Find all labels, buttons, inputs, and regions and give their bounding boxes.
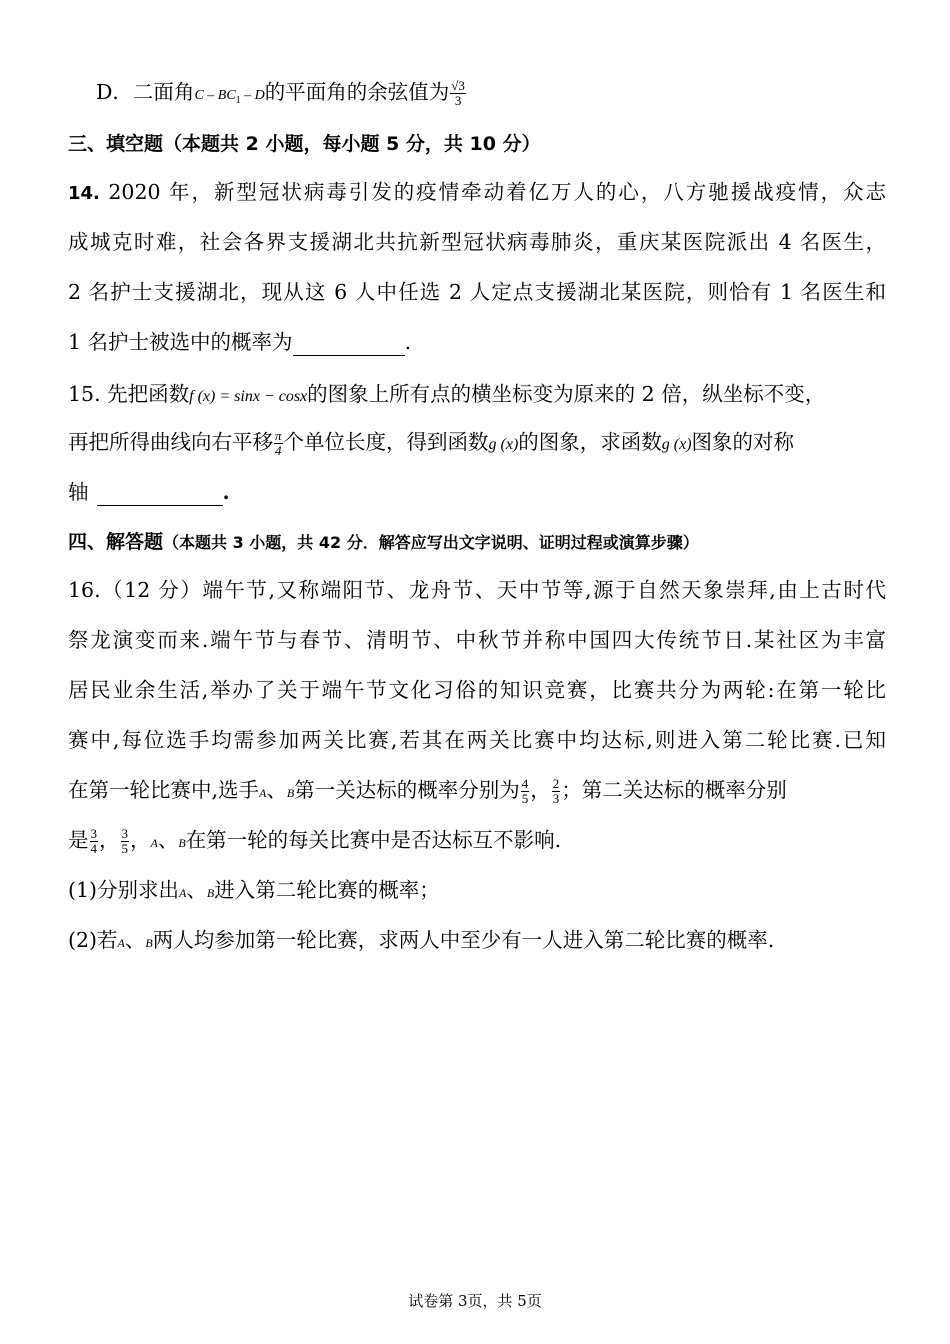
- q14-line-3: 2 名护士支援湖北，现从这 6 人中任选 2 人定点支援湖北某医院，则恰有 1 名医生和: [68, 280, 886, 304]
- fraction-sqrt3-over-3: $\frac{√3}{3}$: [451, 78, 465, 108]
- function-f-expression: f (x) = sinx − cosx: [189, 388, 308, 405]
- section-4-note: （本题共 3 小题，共 42 分．解答应写出文字说明、证明过程或演算步骤）: [163, 533, 699, 552]
- option-d-middle: 的平面角的余弦值为: [264, 80, 450, 104]
- function-g-expression-2: g (x): [661, 436, 692, 453]
- dihedral-angle-expression: C – $BC_1$ – D: [194, 88, 265, 106]
- q16-line-1: 16.（12 分）端午节,又称端阳节、龙舟节、天中节等,源于自然天象崇拜,由上古时代: [68, 578, 886, 602]
- q16-line-3: 居民业余生活,举办了关于端午节文化习俗的知识竞赛，比赛共分为两轮:在第一轮比: [68, 678, 886, 702]
- q15-line-2: 再把所得曲线向右平移 $\frac{\pi}{4}$ 个单位长度，得到函数g (x)的图象，求函数g (x)图象的对称: [68, 428, 795, 458]
- q15-line-3: 轴 .: [68, 480, 230, 504]
- q14-line-4: 1 名护士被选中的概率为 .: [68, 330, 412, 354]
- q16-part-2: (2)若A、B两人均参加第一轮比赛，求两人中至少有一人进入第二轮比赛的概率.: [68, 928, 775, 952]
- page-footer: 试卷第 3页，共 5页: [408, 1292, 542, 1310]
- section-4-title: 四、解答题（本题共 3 小题，共 42 分．解答应写出文字说明、证明过程或演算步骤）: [68, 531, 699, 553]
- function-g-expression: g (x): [488, 436, 519, 453]
- q16-line-4: 赛中,每位选手均需参加两关比赛,若其在两关比赛中均达标,则进入第二轮比赛.已知: [68, 728, 886, 752]
- q15-line-1: 15. 先把函数f (x) = sinx − cosx的图象上所有点的横坐标变为原来的 2 倍，纵坐标不变，: [68, 382, 826, 406]
- fraction-3-5: $\frac{3}{5}$: [121, 826, 128, 856]
- fraction-3-4: $\frac{3}{4}$: [90, 826, 97, 856]
- section-3-title: 三、填空题（本题共 2 小题，每小题 5 分，共 10 分）: [68, 133, 541, 155]
- fraction-4-5: $\frac{4}{5}$: [521, 776, 529, 806]
- q15-number: 15.: [68, 382, 101, 406]
- option-d-line: [96, 78, 886, 115]
- q16-part-1: (1)分别求出A、B进入第二轮比赛的概率；: [68, 878, 440, 902]
- fraction-2-3: $\frac{2}{3}$: [552, 776, 560, 806]
- fraction-pi-over-4: $\frac{\pi}{4}$: [275, 428, 282, 458]
- q14-line-1: 14. 2020 年，新型冠状病毒引发的疫情牵动着亿万人的心，八方驰援战疫情，众志: [68, 180, 886, 204]
- q14-number: 14.: [68, 183, 100, 204]
- q16-line-5: 在第一轮比赛中,选手A、B第一关达标的概率分别为 $\frac{4}{5}$ ， $\frac{2}{3}$ ；第二关达标的概率分别: [68, 776, 787, 806]
- q16-line-6: 是 $\frac{3}{4}$ ， $\frac{3}{5}$ ，A、B在第一轮的每关比赛中是否达标互不影响.: [68, 826, 562, 856]
- q14-answer-blank: [293, 333, 405, 356]
- q14-line-2: 成城克时难，社会各界支援湖北共抗新型冠状病毒肺炎，重庆某医院派出 4 名医生，: [68, 230, 886, 254]
- q16-line-2: 祭龙演变而来.端午节与春节、清明节、中秋节并称中国四大传统节日.某社区为丰富: [68, 628, 886, 652]
- option-d-prefix: D．二面角: [96, 80, 195, 104]
- q15-answer-blank: [97, 483, 223, 506]
